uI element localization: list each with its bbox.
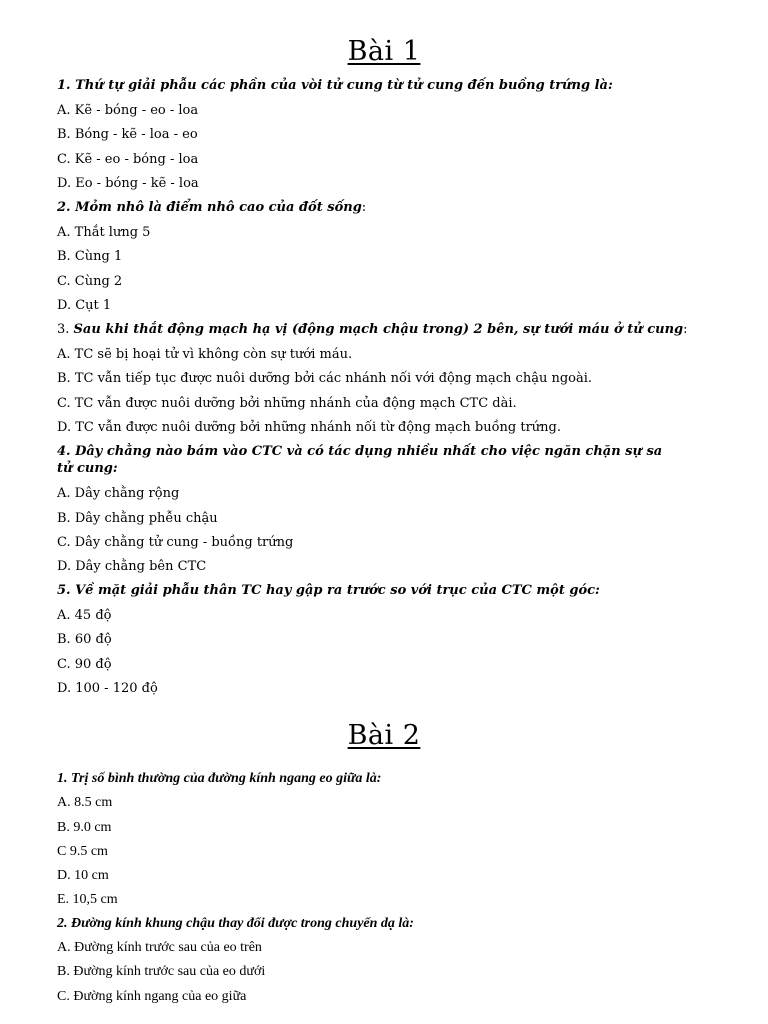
option-1-5-c: C. 90 độ: [57, 657, 112, 672]
question-1-1: 1. Thứ tự giải phẫu các phần của vòi tử cung từ tử cung đến buồng trứng là:: [57, 78, 613, 93]
question-1-4: 4. Dây chằng nào bám vào CTC và có tác dụng nhiều nhất cho việc ngăn chặn sự sa tử cung:: [57, 444, 663, 476]
question-1-2-text: 2. Mỏm nhô là điểm nhô cao của đốt sống: [57, 200, 362, 215]
option-2-2-a: A. Đường kính trước sau của eo trên: [57, 940, 262, 955]
option-1-3-c: C. TC vẫn được nuôi dưỡng bởi những nhánh của động mạch CTC dài.: [57, 396, 517, 411]
option-1-1-b: B. Bóng - kẽ - loa - eo: [57, 127, 198, 142]
question-1-3-number: 3.: [57, 322, 74, 337]
option-1-3-a: A. TC sẽ bị hoại tử vì không còn sự tưới máu.: [57, 347, 353, 362]
section-title-bai-1: Bài 1: [347, 36, 421, 67]
option-1-5-a: A. 45 độ: [57, 608, 112, 623]
question-1-2-colon: :: [361, 200, 367, 215]
option-1-2-d: D. Cụt 1: [57, 298, 112, 313]
question-1-5: 5. Về mặt giải phẫu thân TC hay gập ra trước so với trục của CTC một góc:: [57, 583, 600, 598]
option-1-1-c: C. Kẽ - eo - bóng - loa: [57, 152, 199, 167]
option-1-1-d: D. Eo - bóng - kẽ - loa: [57, 176, 199, 191]
option-1-5-b: B. 60 độ: [57, 632, 112, 647]
option-1-5-d: D. 100 - 120 độ: [57, 681, 158, 696]
question-1-2: [57, 199, 717, 216]
option-2-2-b: B. Đường kính trước sau của eo dưới: [57, 964, 266, 979]
question-2-2: 2. Đường kính khung chậu thay đổi được trong chuyển dạ là:: [57, 916, 414, 931]
option-1-4-d: D. Dây chằng bên CTC: [57, 559, 207, 574]
option-1-4-b: B. Dây chằng phễu chậu: [57, 511, 218, 526]
question-1-3-colon: :: [683, 322, 688, 337]
option-2-1-c: C 9.5 cm: [57, 844, 108, 859]
option-1-2-c: C. Cùng 2: [57, 274, 123, 289]
option-2-1-b: B. 9.0 cm: [57, 820, 112, 835]
option-2-2-c: C. Đường kính ngang của eo giữa: [57, 989, 247, 1004]
option-1-1-a: A. Kẽ - bóng - eo - loa: [57, 103, 199, 118]
question-2-1: 1. Trị số bình thường của đường kính ngang eo giữa là:: [57, 771, 382, 786]
option-1-3-d: D. TC vẫn được nuôi dưỡng bởi những nhánh nối từ động mạch buồng trứng.: [57, 420, 561, 435]
question-1-3: [57, 321, 717, 338]
option-1-2-a: A. Thắt lưng 5: [57, 225, 151, 240]
option-2-1-d: D. 10 cm: [57, 868, 109, 883]
option-1-3-b: B. TC vẫn tiếp tục được nuôi dưỡng bởi các nhánh nối với động mạch chậu ngoài.: [57, 371, 593, 386]
option-2-1-a: A. 8.5 cm: [57, 795, 113, 810]
option-1-4-a: A. Dây chằng rộng: [57, 486, 180, 501]
option-1-4-c: C. Dây chằng tử cung - buồng trứng: [57, 535, 294, 550]
section-title-bai-2: Bài 2: [347, 720, 421, 751]
question-1-3-text: Sau khi thắt động mạch hạ vị (động mạch chậu trong) 2 bên, sự tưới máu ở tử cung: [73, 322, 684, 337]
option-1-2-b: B. Cùng 1: [57, 249, 123, 264]
option-2-1-e: E. 10,5 cm: [57, 892, 118, 907]
